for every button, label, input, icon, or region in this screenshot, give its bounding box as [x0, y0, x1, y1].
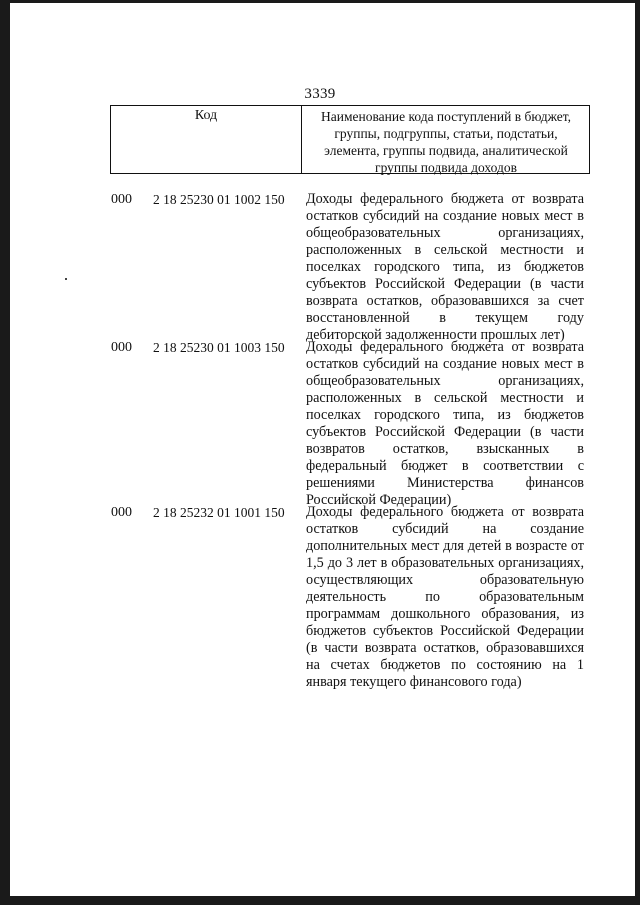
header-code-label: Код — [194, 108, 218, 123]
scan-border-bottom — [0, 896, 640, 905]
scan-speck — [65, 278, 67, 280]
row-budget-code: 2 18 25230 01 1003 150 — [153, 340, 285, 355]
row-budget-code: 2 18 25230 01 1002 150 — [153, 192, 285, 207]
row-description: Доходы федерального бюджета от возврата остатков субсидий на создание новых мест в общеобразовательных организациях, расположенных в сельской местности и поселках городского типа, из бюджетов субъектов Российской Федерации (в части возврата остатков, образовавшихся за счет восстановленной в текущем году дебиторской задолженности прошлых лет) — [306, 191, 584, 343]
row-admin-code: 000 — [111, 192, 132, 207]
scan-border-top — [0, 0, 640, 3]
header-divider — [301, 106, 302, 173]
row-budget-code: 2 18 25232 01 1001 150 — [153, 505, 285, 520]
header-name-label: Наименование кода поступлений в бюджет, группы, подгруппы, статьи, подстатьи, элемента, группы подвида, аналитической группы подвида доходов — [320, 109, 571, 175]
scan-border-right — [635, 0, 640, 905]
table-header — [110, 105, 590, 174]
row-admin-code: 000 — [111, 505, 132, 520]
row-description: Доходы федерального бюджета от возврата остатков субсидий на создание новых мест в общеобразовательных организациях, расположенных в сельской местности и поселках городского типа, из бюджетов субъектов Российской Федерации (в части возвратов остатков, взысканных в федеральный бюджет в соответствии с решениями Министерства финансов Российской Федерации) — [306, 339, 584, 508]
row-description: Доходы федерального бюджета от возврата остатков субсидий на создание дополнительных мест для детей в возрасте от 1,5 до 3 лет в образовательных организациях, осуществляющих образовательную деятельность по образовательным программам дошкольного образования, из бюджетов субъектов Российской Федерации (в части возврата остатков, образовавшихся на счетах бюджетов по состоянию на 1 января текущего финансового года) — [306, 504, 584, 690]
page-number: 3339 — [304, 86, 336, 102]
scan-border-left — [0, 0, 10, 905]
row-admin-code: 000 — [111, 340, 132, 355]
